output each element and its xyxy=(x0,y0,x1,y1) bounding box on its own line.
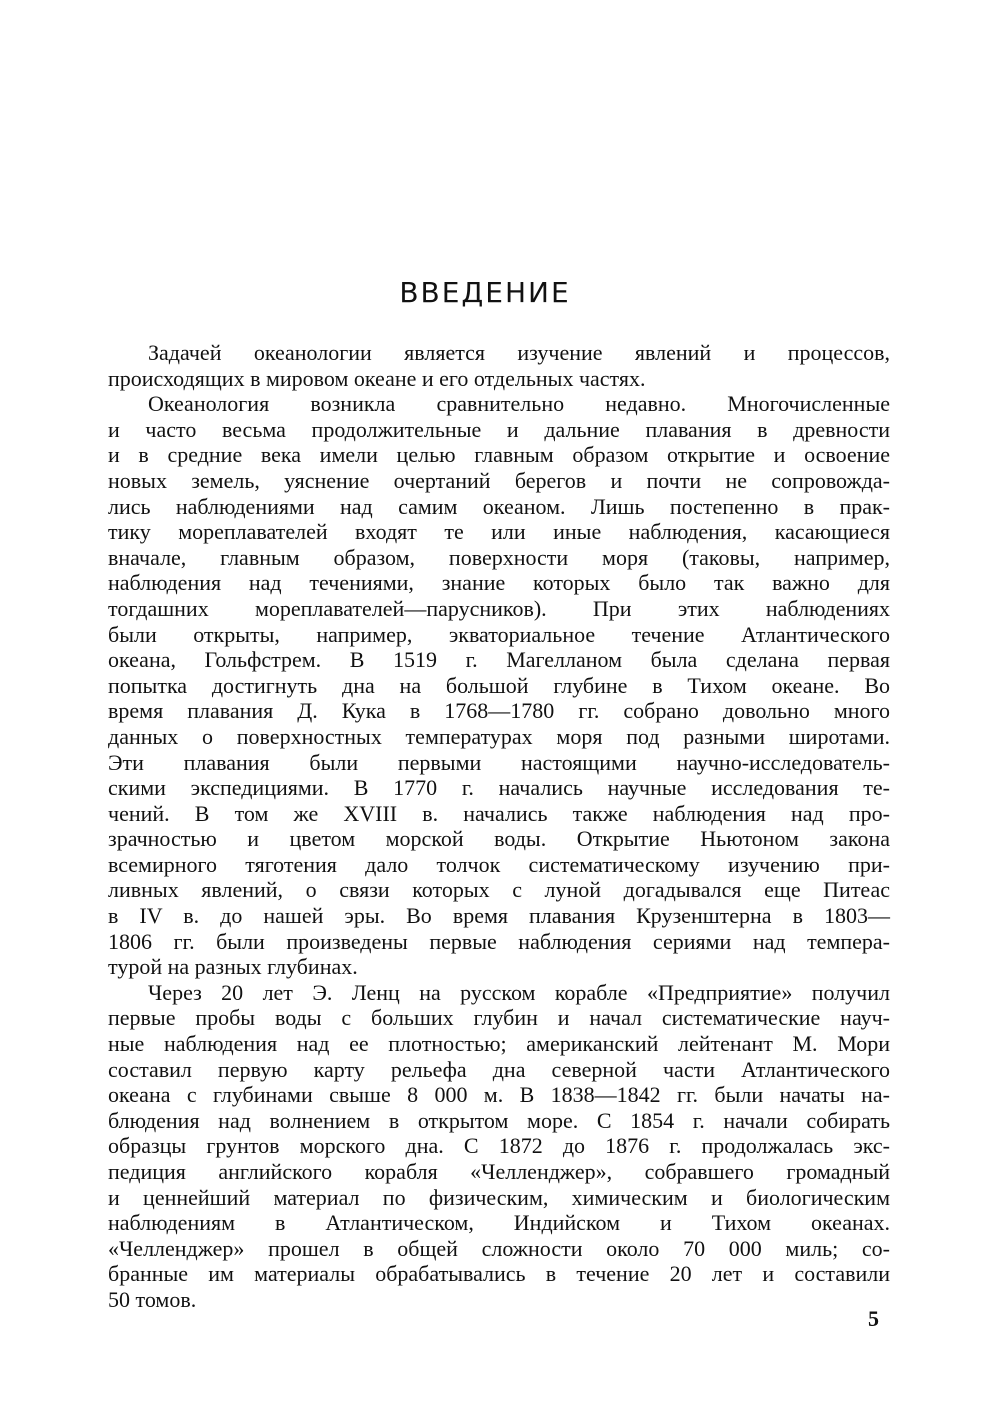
text-line: Океанология возникла сравнительно недавно. Многочисленные xyxy=(148,391,890,417)
text-line: наблюдения над течениями, знание которых было так важно для xyxy=(108,570,890,596)
text-line: и часто весьма продолжительные и дальние плавания в древности xyxy=(108,416,890,442)
text-line: время плавания Д. Кука в 1768—1780 гг. собрано довольно много xyxy=(108,698,890,724)
text-line: составил первую карту рельефа дна северной части Атлантического xyxy=(108,1056,890,1082)
text-line: Через 20 лет Э. Ленц на русском корабле «Предприятие» получил xyxy=(148,979,890,1005)
text-line: чений. В том же XVIII в. начались также наблюдения над про- xyxy=(108,800,890,826)
text-line: тогдашних мореплавателей—парусников). При этих наблюдениях xyxy=(108,595,890,621)
text-line: ливных явлений, о связи которых с луной догадывался еще Питеас xyxy=(108,877,890,903)
text-line: 1806 гг. были произведены первые наблюдения сериями над темпера- xyxy=(108,928,890,954)
text-line: турой на разных глубинах. xyxy=(108,954,358,980)
page-title: ВВЕДЕНИЕ xyxy=(399,276,571,309)
text-line: и ценнейший материал по физическим, химическим и биологическим xyxy=(108,1184,890,1210)
text-line: всемирного тяготения дало толчок систематическому изучению при- xyxy=(108,851,890,877)
text-line: и в средние века имели целью главным образом открытие и освоение xyxy=(108,442,890,468)
body-text xyxy=(108,340,890,1313)
text-line: в IV в. до нашей эры. Во время плавания Крузенштерна в 1803— xyxy=(108,903,890,929)
text-line: 50 томов. xyxy=(108,1286,197,1312)
text-line: Эти плавания были первыми настоящими научно-исследователь- xyxy=(108,749,890,775)
text-line: океана, Гольфстрем. В 1519 г. Магелланом была сделана первая xyxy=(108,647,890,673)
text-line: первые пробы воды с больших глубин и начал систематические науч- xyxy=(108,1005,890,1031)
text-line: происходящих в мировом океане и его отдельных частях. xyxy=(108,365,646,391)
text-line: вначале, главным образом, поверхности моря (таковы, например, xyxy=(108,544,890,570)
text-line: океана с глубинами свыше 8 000 м. В 1838—1842 гг. были начаты на- xyxy=(108,1082,890,1108)
text-line: попытка достигнуть дна на большой глубине в Тихом океане. Во xyxy=(108,672,890,698)
text-line: данных о поверхностных температурах моря под разными широтами. xyxy=(108,723,890,749)
text-line: ные наблюдения над ее плотностью; американский лейтенант М. Мори xyxy=(108,1031,890,1057)
text-line: тику мореплавателей входят те или иные наблюдения, касающиеся xyxy=(108,519,890,545)
text-line: бранные им материалы обрабатывались в течение 20 лет и составили xyxy=(108,1261,890,1287)
text-line: «Челленджер» прошел в общей сложности около 70 000 миль; со- xyxy=(108,1235,890,1261)
text-line: были открыты, например, экваториальное течение Атлантического xyxy=(108,621,890,647)
text-line: лись наблюдениями над самим океаном. Лишь постепенно в прак- xyxy=(108,493,890,519)
text-line: скими экспедициями. В 1770 г. начались научные исследования те- xyxy=(108,775,890,801)
text-line: зрачностью и цветом морской воды. Открытие Ньютоном закона xyxy=(108,826,890,852)
text-line: наблюдениям в Атлантическом, Индийском и Тихом океанах. xyxy=(108,1210,890,1236)
text-line: педиция английского корабля «Челленджер», собравшего громадный xyxy=(108,1159,890,1184)
text-line: образцы грунтов морского дна. С 1872 до 1876 г. продолжалась экс- xyxy=(108,1133,890,1159)
page-number: 5 xyxy=(868,1306,879,1331)
text-line: новых земель, уяснение очертаний берегов и почти не сопровожда- xyxy=(108,467,890,493)
text-line: Задачей океанологии является изучение явлений и процессов, xyxy=(148,340,890,365)
text-line: блюдения над волнением в открытом море. С 1854 г. начали собирать xyxy=(108,1107,890,1133)
